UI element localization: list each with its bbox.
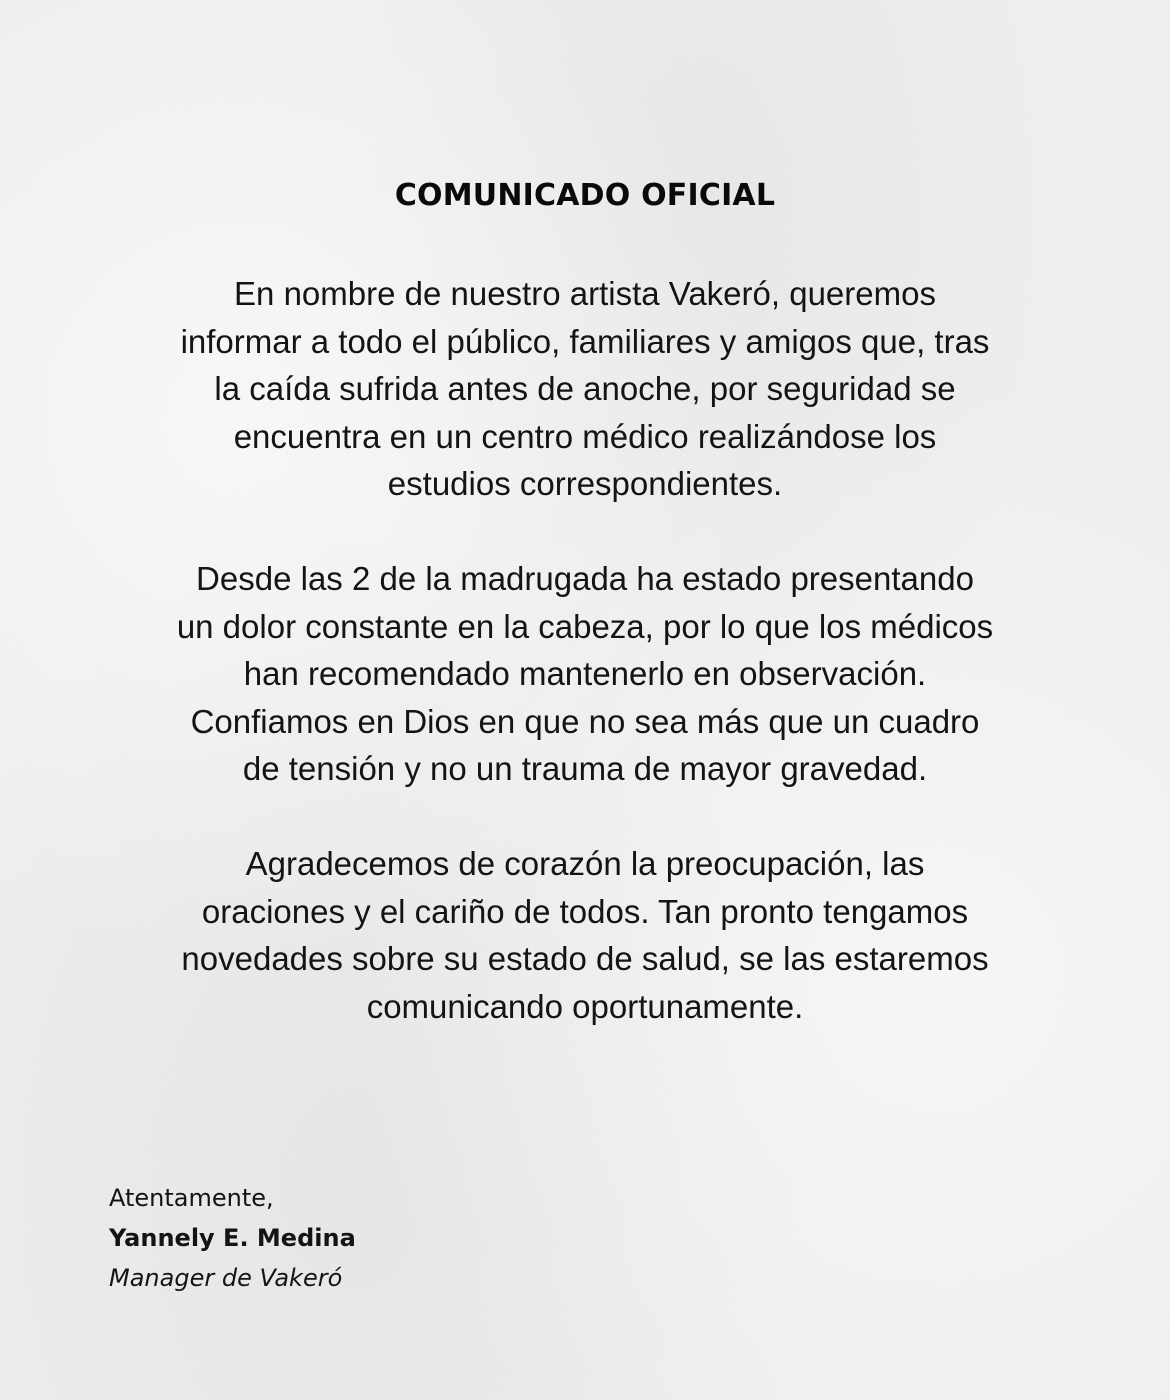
paragraph-line: Confiamos en Dios en que no sea más que un cuadro <box>190 702 980 740</box>
signature-role: Manager de Vakeró <box>109 1264 343 1292</box>
signature-block <box>109 1178 356 1298</box>
paragraph-gratitude <box>0 840 1170 1030</box>
document-title: COMUNICADO OFICIAL <box>394 178 776 213</box>
paragraph-line: novedades sobre su estado de salud, se las estaremos <box>181 940 989 977</box>
paragraph-line: oraciones y el cariño de todos. Tan pronto tengamos <box>201 892 969 930</box>
paragraph-line: encuentra en un centro médico realizándose los <box>233 417 937 455</box>
paragraph-line: de tensión y no un trauma de mayor gravedad. <box>242 750 928 787</box>
paragraph-line: Desde las 2 de la madrugada ha estado presentando <box>196 560 974 597</box>
paragraph-line: comunicando oportunamente. <box>366 987 804 1025</box>
signature-closing: Atentamente, <box>109 1184 274 1212</box>
paragraph-line: un dolor constante en la cabeza, por lo que los médicos <box>176 607 994 645</box>
paragraph-line: han recomendado mantenerlo en observación. <box>243 655 927 692</box>
paragraph-line: la caída sufrida antes de anoche, por seguridad se <box>214 370 956 407</box>
paragraph-line: En nombre de nuestro artista Vakeró, queremos <box>234 275 936 312</box>
paragraph-medical-status <box>0 555 1170 793</box>
paragraph-line: estudios correspondientes. <box>387 465 783 502</box>
paragraph-hospital-notice <box>0 270 1170 508</box>
paragraph-line: informar a todo el público, familiares y amigos que, tras <box>180 322 990 360</box>
signature-name: Yannely E. Medina <box>109 1224 356 1252</box>
paragraph-line: Agradecemos de corazón la preocupación, las <box>245 845 925 882</box>
